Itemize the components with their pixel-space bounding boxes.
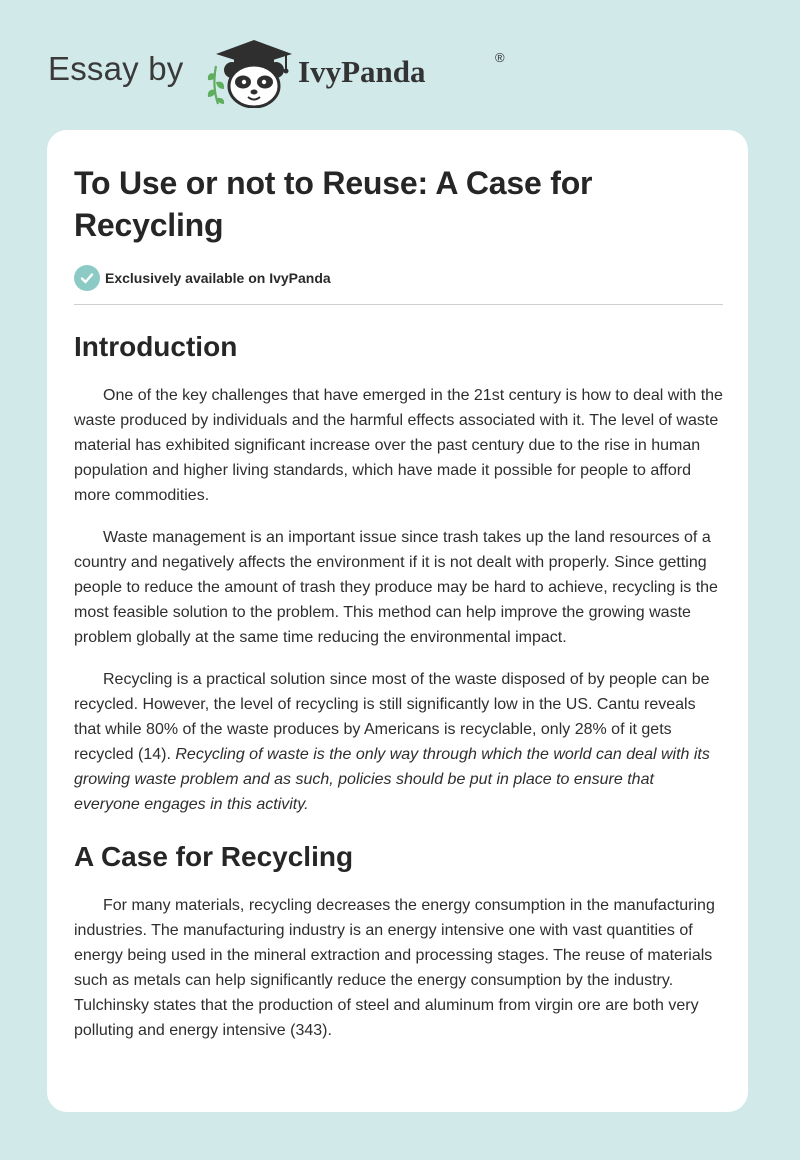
- paragraph-with-thesis: [74, 667, 723, 817]
- essay-title: To Use or not to Reuse: A Case for Recycling: [74, 165, 593, 243]
- divider: [74, 304, 723, 305]
- paragraph: For many materials, recycling decreases the energy consumption in the manufacturing industries. The manufacturing industry is an energy intensive one with vast quantities of energy being used in the mineral extraction and processing stages. The reuse of materials such as metals can help significantly reduce the energy consumption by the industry. Tulchinsky states that the production of steel and aluminum from virgin ore are both very polluting and energy intensive (343).: [74, 897, 715, 1039]
- essay-content: [74, 162, 723, 1060]
- thesis-period: .: [304, 796, 309, 813]
- check-circle-icon: [74, 265, 100, 291]
- section-heading-case-for-recycling: A Case for Recycling: [74, 841, 354, 872]
- exclusive-badge: [74, 264, 723, 292]
- paragraph: Waste management is an important issue since trash takes up the land resources of a country and negatively affects the environment if it is not dealt with properly. Since getting people to reduce the amount of trash they produce may be hard to achieve, recycling is the most feasible solution to the problem. This method can help improve the growing waste problem globally at the same time reducing the environmental impact.: [74, 529, 718, 646]
- section-heading-introduction: Introduction: [74, 331, 238, 362]
- paragraph-text: Recycling is a practical solution since most of the waste disposed of by people can be recycled. However, the level of recycling is still significantly low in the US. Cantu reveals that while 80% of the waste produces by Americans is recyclable, only 28% of it gets recycled (14).: [74, 671, 710, 763]
- paragraph: One of the key challenges that have emerged in the 21st century is how to deal with the waste produced by individuals and the harmful effects associated with it. The level of waste material has exhibited significant increase over the past century due to the rise in human population and higher living standards, which have made it possible for people to afford more commodities.: [74, 387, 723, 504]
- registered-mark: ®: [495, 50, 505, 65]
- essay-by-label: Essay by: [48, 50, 184, 87]
- thesis-statement: Recycling of waste is the only way through which the world can deal with its growing waste problem and as such, policies should be put in place to ensure that everyone engages in this activity: [74, 746, 710, 813]
- essay-card: [47, 130, 748, 1112]
- panda-icon: [202, 36, 294, 108]
- exclusive-badge-text: Exclusively available on IvyPanda: [105, 270, 331, 286]
- brand-name[interactable]: IvyPanda: [298, 54, 426, 89]
- site-header: [48, 36, 748, 108]
- ivypanda-logo[interactable]: [202, 36, 294, 108]
